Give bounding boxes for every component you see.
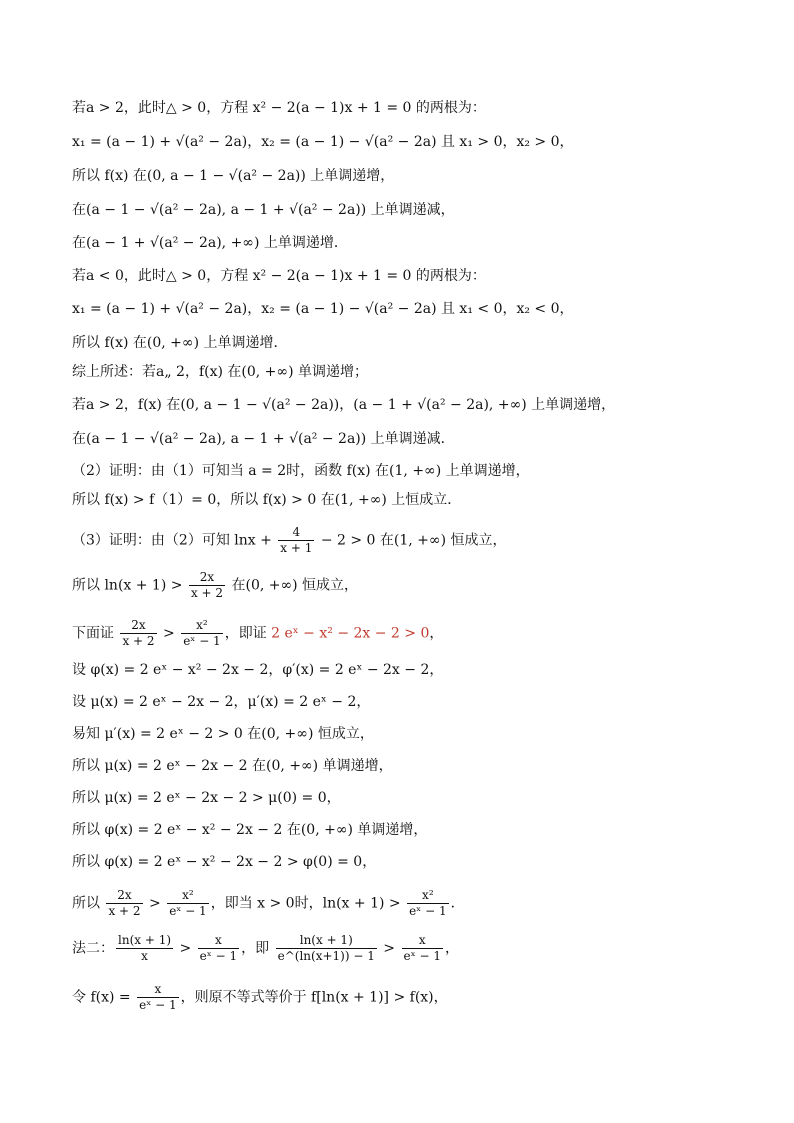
text-line-with-fraction bbox=[72, 888, 754, 919]
text-line: 若a < 0，此时△ > 0，方程 x² − 2(a − 1)x + 1 = 0 的两根为： bbox=[72, 268, 486, 284]
text-segment: 所以 ln(x + 1) > bbox=[72, 577, 187, 594]
text-segment: ，即当 x > 0时，ln(x + 1) > bbox=[210, 895, 406, 912]
fraction bbox=[116, 933, 173, 964]
fraction-denominator: x + 2 bbox=[190, 586, 224, 600]
text-line: 所以 φ(x) = 2 eˣ − x² − 2x − 2 在(0, +∞) 单调递增， bbox=[72, 822, 428, 838]
text-segment: − 2 > 0 在(1, +∞) 恒成立， bbox=[316, 532, 507, 549]
fraction bbox=[402, 933, 444, 964]
fraction-denominator: x + 1 bbox=[280, 541, 313, 555]
text-line-with-fraction bbox=[72, 933, 754, 964]
fraction bbox=[407, 888, 449, 919]
text-line: 易知 μ′(x) = 2 eˣ − 2 > 0 在(0, +∞) 恒成立， bbox=[72, 726, 374, 742]
fraction bbox=[198, 933, 240, 964]
fraction-denominator: eˣ − 1 bbox=[169, 904, 207, 918]
text-segment: ，即证 bbox=[224, 625, 272, 642]
text-line: 在(a − 1 − √(a² − 2a), a − 1 + √(a² − 2a)) 上单调递减， bbox=[72, 202, 455, 218]
fraction-denominator: eˣ − 1 bbox=[139, 998, 177, 1012]
text-line-with-fraction bbox=[72, 982, 754, 1013]
text-line: 设 μ(x) = 2 eˣ − 2x − 2，μ′(x) = 2 eˣ − 2， bbox=[72, 694, 371, 710]
fraction-numerator: 2x bbox=[120, 618, 156, 634]
fraction-denominator: x bbox=[141, 949, 148, 963]
fraction-numerator: x bbox=[198, 933, 240, 949]
fraction-denominator: eˣ − 1 bbox=[403, 949, 442, 963]
text-line: x₁ = (a − 1) + √(a² − 2a)，x₂ = (a − 1) − √(a² − 2a) 且 x₁ > 0，x₂ > 0， bbox=[72, 134, 574, 150]
text-segment: > bbox=[378, 940, 400, 957]
text-line: 所以 φ(x) = 2 eˣ − x² − 2x − 2 > φ(0) = 0， bbox=[72, 854, 377, 870]
text-line: 所以 f(x) 在(0, +∞) 上单调递增． bbox=[72, 335, 288, 351]
text-line: 所以 f(x) > f（1）= 0，所以 f(x) > 0 在(1, +∞) 上恒成立． bbox=[72, 492, 462, 508]
fraction-numerator: 4 bbox=[278, 525, 314, 541]
fraction-numerator: 2x bbox=[189, 570, 225, 586]
text-segment: 法二： bbox=[72, 940, 114, 957]
text-line: 设 φ(x) = 2 eˣ − x² − 2x − 2，φ′(x) = 2 eˣ − 2x − 2， bbox=[72, 662, 444, 678]
text-line-with-fraction bbox=[72, 570, 754, 601]
text-segment: 所以 bbox=[72, 895, 105, 912]
text-segment: ，则原不等式等价于 f[ln(x + 1)] > f(x)， bbox=[180, 989, 448, 1006]
text-line: 综上所述：若a„ 2，f(x) 在(0, +∞) 单调递增； bbox=[72, 364, 368, 380]
text-segment: > bbox=[158, 625, 180, 642]
fraction-denominator: e^(ln(x+1)) − 1 bbox=[277, 949, 375, 963]
fraction bbox=[278, 525, 314, 556]
text-segment: > bbox=[175, 940, 196, 957]
fraction-numerator: x bbox=[402, 933, 444, 949]
text-segment: ，即 bbox=[241, 940, 274, 957]
text-line: 所以 μ(x) = 2 eˣ − 2x − 2 在(0, +∞) 单调递增， bbox=[72, 758, 393, 774]
text-line: （2）证明：由（1）可知当 a = 2时，函数 f(x) 在(1, +∞) 上单调递增， bbox=[72, 463, 530, 479]
fraction-numerator: x bbox=[137, 982, 179, 998]
text-line: 若a > 2，此时△ > 0，方程 x² − 2(a − 1)x + 1 = 0 的两根为： bbox=[72, 100, 486, 116]
fraction-denominator: eˣ − 1 bbox=[199, 949, 238, 963]
fraction-denominator: eˣ − 1 bbox=[183, 634, 221, 648]
fraction-numerator: 2x bbox=[106, 888, 142, 904]
fraction-numerator: ln(x + 1) bbox=[276, 933, 377, 949]
fraction bbox=[120, 618, 156, 649]
text-segment: 令 f(x) = bbox=[72, 989, 136, 1006]
fraction bbox=[106, 888, 142, 919]
text-line: x₁ = (a − 1) + √(a² − 2a)，x₂ = (a − 1) − √(a² − 2a) 且 x₁ < 0，x₂ < 0， bbox=[72, 301, 574, 317]
text-segment: ． bbox=[450, 895, 465, 912]
text-line: 所以 f(x) 在(0, a − 1 − √(a² − 2a)) 上单调递增， bbox=[72, 168, 395, 184]
fraction-denominator: x + 2 bbox=[122, 634, 155, 648]
fraction-numerator: x² bbox=[181, 618, 223, 634]
fraction-denominator: x + 2 bbox=[108, 904, 141, 918]
fraction bbox=[189, 570, 225, 601]
text-segment: （3）证明：由（2）可知 lnx + bbox=[72, 532, 277, 549]
fraction-numerator: ln(x + 1) bbox=[118, 933, 172, 947]
fraction-numerator: x² bbox=[407, 888, 449, 904]
fraction-denominator: eˣ − 1 bbox=[409, 904, 447, 918]
text-line: 若a > 2，f(x) 在(0, a − 1 − √(a² − 2a))，(a − 1 + √(a² − 2a), +∞) 上单调递增， bbox=[72, 397, 616, 413]
fraction bbox=[181, 618, 223, 649]
text-segment: 下面证 bbox=[72, 625, 119, 642]
text-segment: > bbox=[144, 895, 166, 912]
fraction bbox=[167, 888, 209, 919]
text-segment: 在(0, +∞) 恒成立， bbox=[227, 577, 359, 594]
text-line: 所以 μ(x) = 2 eˣ − 2x − 2 > μ(0) = 0， bbox=[72, 790, 341, 806]
fraction bbox=[137, 982, 179, 1013]
text-line: 在(a − 1 + √(a² − 2a), +∞) 上单调递增． bbox=[72, 235, 348, 251]
fraction-numerator: x² bbox=[167, 888, 209, 904]
text-line-with-fraction bbox=[72, 525, 754, 556]
text-segment: ， bbox=[445, 940, 460, 957]
text-line: 在(a − 1 − √(a² − 2a), a − 1 + √(a² − 2a)) 上单调递减． bbox=[72, 431, 455, 447]
text-segment: ， bbox=[429, 625, 444, 642]
text-line-with-fraction bbox=[72, 618, 754, 649]
highlighted-text: 2 eˣ − x² − 2x − 2 > 0 bbox=[271, 625, 430, 642]
fraction bbox=[276, 933, 377, 964]
